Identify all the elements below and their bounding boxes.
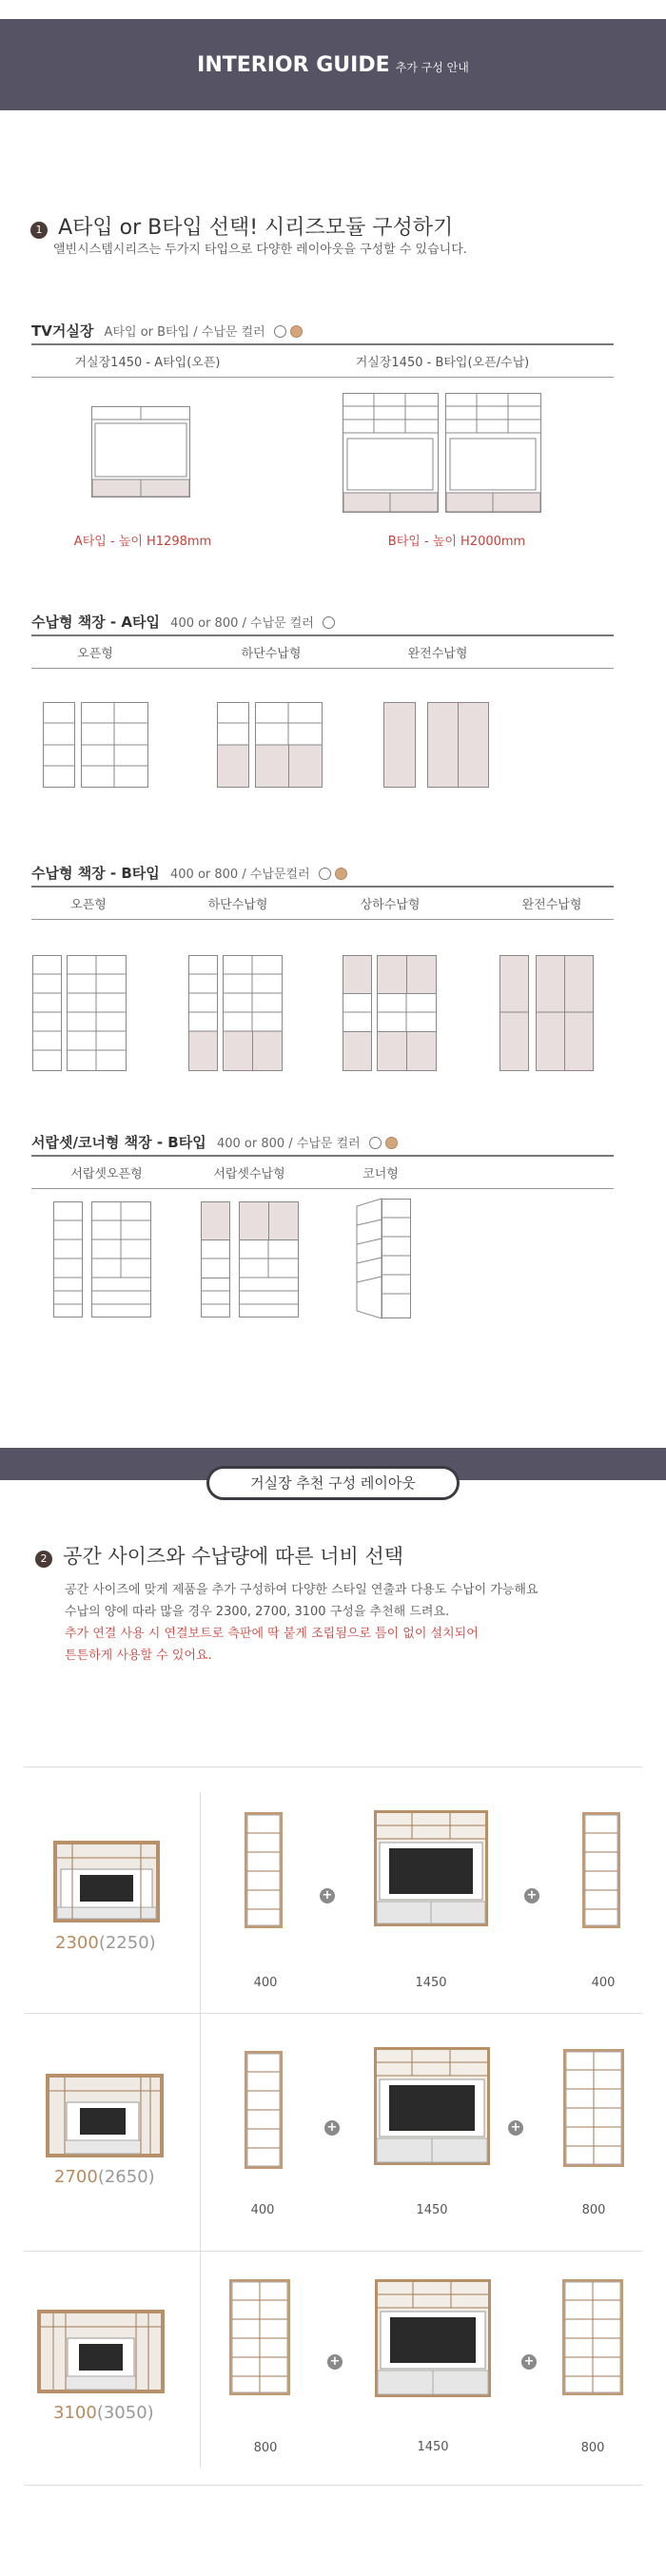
tv-caption-b: B타입 - 높이 H2000mm — [387, 535, 526, 549]
shelfA-col-1: 하단수납형 — [241, 647, 302, 661]
shelfA-lower-drawing — [217, 702, 323, 788]
shelfB-col-0: 오픈형 — [70, 898, 107, 912]
divider — [31, 343, 614, 345]
shelfB-col-2: 상하수납형 — [360, 898, 421, 912]
layout-row-3100 — [0, 2251, 666, 2485]
tv-title: TV거실장 — [31, 322, 94, 340]
layout-3100-size: 3100(3050) — [53, 2403, 154, 2423]
layout-2300-center-dim: 1450 — [415, 1976, 447, 1990]
divider — [31, 919, 614, 920]
section1-heading — [30, 211, 453, 241]
section2-desc-line2: 수납의 양에 따라 많을 경우 2300, 2700, 3100 구성을 추천해 드려요. — [65, 1605, 450, 1619]
drawer-heading — [31, 1132, 398, 1152]
tv-caption-a: A타입 - 높이 H1298mm — [73, 535, 212, 549]
layout-3100-right-dim: 800 — [580, 2441, 605, 2455]
corner-shelf-drawing — [353, 1197, 412, 1322]
color-white-swatch — [274, 325, 286, 338]
layout-2700-right-unit — [563, 2049, 626, 2167]
shelfB-open-drawing — [32, 955, 127, 1071]
shelfA-note: 400 or 800 / 수납문 컬러 — [170, 616, 314, 631]
layout-3100-left-unit — [229, 2279, 292, 2395]
shelfB-lower-drawing — [188, 955, 284, 1071]
divider — [31, 1188, 614, 1189]
divider — [31, 1155, 614, 1157]
layout-3100-right-unit — [562, 2279, 625, 2395]
layout-2300-right-unit — [582, 1812, 624, 1928]
divider — [31, 886, 614, 888]
drawer-col-1: 서랍셋수납형 — [213, 1167, 285, 1181]
shelfA-title: 수납형 책장 - A타입 — [31, 614, 160, 631]
section2-title: 공간 사이즈와 수납량에 따른 너비 선택 — [63, 1545, 404, 1568]
drawer-col-2: 코너형 — [362, 1167, 399, 1181]
plus-icon: + — [327, 2354, 343, 2370]
layout-2300-right-dim: 400 — [591, 1976, 616, 1990]
section2-desc-line1: 공간 사이즈에 맞게 제품을 추가 구성하여 다양한 스타일 연출과 다용도 수납이 가능해요 — [65, 1583, 539, 1597]
drawer-open-drawing — [53, 1201, 152, 1317]
shelfA-col-2: 완전수납형 — [407, 647, 468, 661]
tv-unit-b-drawing — [343, 393, 542, 513]
layout-2300-left-dim: 400 — [253, 1976, 278, 1990]
layout-2700-center-unit — [374, 2047, 490, 2165]
section1-title: A타입 or B타입 선택! 시리즈모듈 구성하기 — [58, 216, 454, 240]
section1-number: 1 — [30, 222, 48, 239]
layout-3100-preview — [37, 2310, 165, 2393]
color-white-swatch — [319, 868, 331, 880]
shelfB-title: 수납형 책장 - B타입 — [31, 865, 160, 882]
drawer-col-0: 서랍셋오픈형 — [70, 1167, 143, 1181]
color-tan-swatch — [290, 325, 303, 338]
divider — [31, 668, 614, 669]
shelfA-full-drawing — [383, 702, 490, 788]
divider — [31, 377, 614, 378]
drawer-storage-drawing — [201, 1201, 300, 1317]
layout-2700-center-dim: 1450 — [416, 2203, 448, 2217]
header-subtitle: 추가 구성 안내 — [395, 61, 469, 74]
layout-row-2300 — [0, 1766, 666, 2013]
layout-2300-center-unit — [374, 1810, 488, 1926]
shelfA-heading — [31, 612, 335, 632]
header-banner — [0, 19, 666, 110]
section2-warning-line1: 추가 연결 사용 시 연결보트로 측판에 딱 붙게 조립됨으로 틈이 없이 설치되어 — [65, 1627, 479, 1641]
tv-col-a: 거실장1450 - A타입(오픈) — [74, 356, 221, 370]
shelfB-col-1: 하단수납형 — [207, 898, 268, 912]
tv-unit-a-drawing — [91, 406, 190, 498]
layout-2700-left-dim: 400 — [250, 2203, 275, 2217]
layout-2700-size: 2700(2650) — [54, 2167, 155, 2187]
layout-2700-preview — [46, 2074, 164, 2157]
shelfB-note: 400 or 800 / 수납문컬러 — [170, 868, 310, 882]
layout-row-2700 — [0, 2013, 666, 2251]
plus-icon: + — [320, 1888, 335, 1903]
plus-icon: + — [521, 2354, 537, 2370]
layout-2700-right-dim: 800 — [581, 2203, 606, 2217]
color-tan-swatch — [385, 1137, 398, 1149]
section2-warning-line2: 튼튼하게 사용할 수 있어요. — [65, 1649, 212, 1663]
shelfA-col-0: 오픈형 — [77, 647, 113, 661]
section2-heading — [35, 1541, 403, 1570]
color-white-swatch — [323, 616, 335, 629]
tv-col-b: 거실장1450 - B타입(오픈/수납) — [355, 356, 530, 370]
layout-3100-left-dim: 800 — [253, 2441, 278, 2455]
divider — [31, 634, 614, 636]
color-white-swatch — [369, 1137, 382, 1149]
layout-2300-size: 2300(2250) — [55, 1933, 156, 1953]
plus-icon: + — [508, 2120, 523, 2136]
section2-desc — [65, 1579, 539, 1667]
row-divider — [24, 2485, 642, 2486]
header-title: INTERIOR GUIDE — [197, 53, 390, 77]
layout-2300-left-unit — [245, 1812, 286, 1928]
layout-2700-left-unit — [245, 2051, 286, 2169]
layout-3100-center-dim: 1450 — [417, 2440, 449, 2454]
plus-icon: + — [324, 2120, 340, 2136]
color-tan-swatch — [335, 868, 347, 880]
shelfB-updown-drawing — [343, 955, 438, 1071]
plus-icon: + — [524, 1888, 539, 1903]
section1-desc: 앨빈시스템시리즈는 두가지 타입으로 다양한 레이아웃을 구성할 수 있습니다. — [53, 243, 467, 257]
shelfA-open-drawing — [43, 702, 149, 788]
drawer-title: 서랍셋/코너형 책장 - B타입 — [31, 1134, 206, 1151]
shelfB-col-3: 완전수납형 — [521, 898, 582, 912]
tv-note: A타입 or B타입 / 수납문 컬러 — [104, 325, 265, 340]
shelfB-full-drawing — [500, 955, 595, 1071]
tv-heading — [31, 321, 303, 341]
section2-number: 2 — [35, 1551, 52, 1568]
drawer-note: 400 or 800 / 수납문 컬러 — [216, 1137, 361, 1151]
layout-2300-preview — [53, 1841, 160, 1922]
shelfB-heading — [31, 863, 347, 883]
layout-3100-center-unit — [375, 2279, 491, 2397]
recommend-layout-pill: 거실장 추천 구성 레이아웃 — [206, 1466, 460, 1500]
